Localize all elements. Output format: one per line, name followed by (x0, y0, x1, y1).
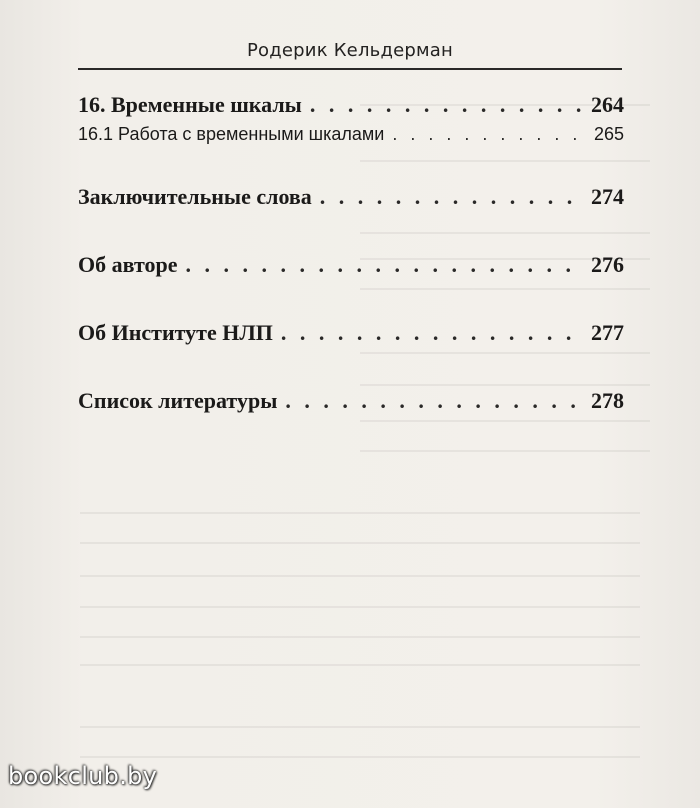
show-through-line (80, 512, 640, 514)
running-header: Родерик Кельдерман (247, 40, 453, 61)
toc-entry (78, 124, 624, 154)
show-through-line (80, 542, 640, 544)
toc-entry-page: 265 (593, 124, 624, 144)
dot-leader (310, 92, 585, 118)
toc-entry (78, 252, 624, 284)
show-through-line (80, 575, 640, 577)
spacer (78, 216, 624, 252)
toc-entry-page: 278 (591, 388, 624, 413)
toc-entry-page: 264 (591, 92, 624, 117)
dot-leader (285, 388, 585, 414)
show-through-line (80, 664, 640, 666)
toc-entry (78, 388, 624, 420)
toc-entry-title: Заключительные слова (78, 184, 312, 209)
toc-entry (78, 320, 624, 352)
show-through-line (80, 726, 640, 728)
dot-leader (392, 124, 588, 145)
table-of-contents (78, 92, 624, 420)
toc-entry (78, 184, 624, 216)
toc-entry-title: Об авторе (78, 252, 178, 277)
toc-entry-page: 274 (591, 184, 624, 209)
toc-entry-page: 277 (591, 320, 624, 345)
spacer (78, 284, 624, 320)
toc-entry-page: 276 (591, 252, 624, 277)
dot-leader (320, 184, 585, 210)
toc-entry-title: Об Институте НЛП (78, 320, 273, 345)
spacer (78, 154, 624, 184)
toc-entry-title: Список литературы (78, 388, 278, 413)
dot-leader (281, 320, 585, 346)
show-through-line (80, 606, 640, 608)
dot-leader (185, 252, 585, 278)
toc-entry-title: 16. Временные шкалы (78, 92, 302, 117)
show-through-line (360, 420, 650, 422)
show-through-line (80, 636, 640, 638)
toc-entry-title: 16.1 Работа с временными шкалами (78, 124, 385, 144)
spacer (78, 352, 624, 388)
site-watermark: bookclub.by (8, 762, 158, 790)
toc-entry (78, 92, 624, 124)
header-rule (78, 68, 622, 70)
show-through-line (80, 756, 640, 758)
show-through-line (360, 450, 650, 452)
